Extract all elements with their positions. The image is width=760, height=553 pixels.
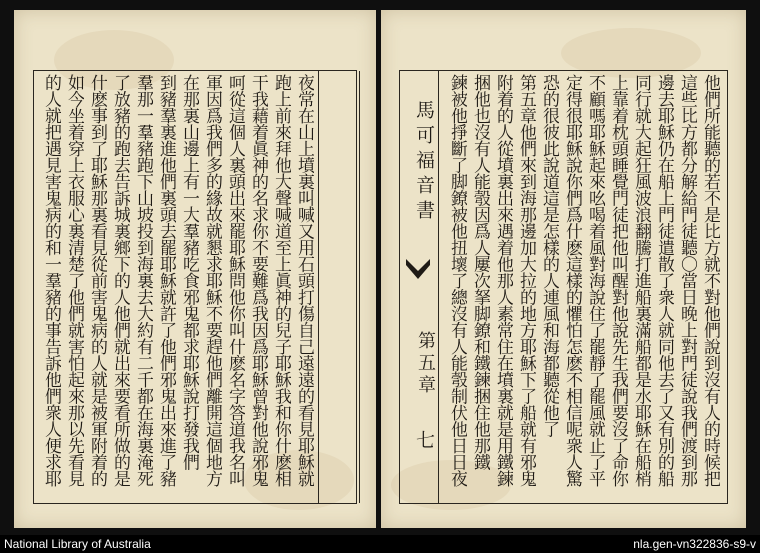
text-column: 干我藉着眞神的名求你不要難爲我因爲耶穌曾對他說邪鬼: [248, 74, 268, 487]
text-column: 不顧嗎耶穌起來吆喝着風對海說住了罷靜了罷風就止了平: [585, 74, 605, 487]
text-column: 這些比方都分解給門徒聽〇當日晚上對門徒說我們渡到那: [677, 74, 697, 487]
book-title: 馬可福音書: [413, 99, 435, 225]
text-column: 如今坐着穿上衣服心裏清楚了他們就害怕起來那以先看見: [64, 74, 84, 487]
left-text-frame: [33, 70, 357, 504]
text-column: 同行就大起狂風波浪翻騰打進船裏滿船都是水耶穌在船梢: [631, 74, 651, 487]
text-column: 呵從這個人裏頭出來罷耶穌問他你叫什麽名字答道我名叫: [225, 74, 245, 487]
text-column: 羣那一羣豬跑下山坡投到海裏去大約有二千都在海裏淹死: [133, 74, 153, 487]
fishtail-mark-icon: [404, 255, 432, 295]
text-column: 夜常在山上墳裏叫喊又用石頭打傷自己遠遠的看見耶穌就: [294, 74, 314, 487]
text-column: 恐的很彼此說道這是怎樣的人連風和海都聽從他了: [539, 74, 559, 437]
text-column: 了放豬的跑去告訴城裏鄉下的人他們就出來要看所做的是: [110, 74, 130, 487]
gutter-left-edge: [318, 71, 360, 503]
text-column: 鍊被他掙斷了脚鐐被他扭壞了總沒有人能彀制伏他日日夜: [447, 74, 467, 487]
text-column: 捆他也沒有人能彀因爲人屢次拏脚鐐和鐵鍊捆住他那鐵: [470, 74, 490, 470]
text-column: 軍因爲我們多的緣故就懇求耶穌不要趕他們離開這個地方: [202, 74, 222, 487]
text-column: 附着的人從墳裏出來遇着他那人素常住在墳裏就是用鐵鍊: [493, 74, 513, 487]
right-text-frame: [399, 70, 728, 504]
text-column: 的人就把遇見害鬼病的和一羣豬的事告訴他們衆人便求耶: [41, 74, 61, 487]
text-column: 他們所能聽的若不是比方就不對他們說到沒有人的時候把: [700, 74, 720, 487]
right-page: [381, 10, 746, 528]
item-identifier: nla.gen-vn322836-s9-v: [633, 537, 756, 551]
left-page: [14, 10, 376, 528]
text-column: 上靠着枕頭睡覺門徒把他叫醒對他說先生我們要沒了命你: [608, 74, 628, 487]
chapter-label: 第五章: [415, 331, 436, 397]
text-column: 跑上前來拜他大聲喊道至上眞神的兒子耶穌我和你什麽相: [271, 74, 291, 487]
page-number: 七: [413, 429, 435, 455]
text-column: 第五章他們來到海那邊加大拉的地方耶穌下了船就有邪鬼: [516, 74, 536, 487]
text-column: 什麽事到了耶穌那裏看見從前害鬼病的人就是被軍附着的: [87, 74, 107, 487]
library-credit: National Library of Australia: [4, 537, 151, 551]
text-column: 到豬羣裏進他們裏頭去罷耶穌就許了他們邪鬼出來進了豬: [156, 74, 176, 487]
center-gutter: [398, 71, 439, 503]
text-column: 定得很耶穌說你們爲什麽這樣的懼怕怎麽不相信呢衆人驚: [562, 74, 582, 487]
text-column: 在那裏山邊上有一大羣豬吃食邪鬼都求耶穌說打發我們: [179, 74, 199, 470]
text-column: 邊去耶穌仍在船上門徒遣散了衆人就同他去了又有別的船: [654, 74, 674, 487]
footer-bar: [0, 536, 760, 553]
